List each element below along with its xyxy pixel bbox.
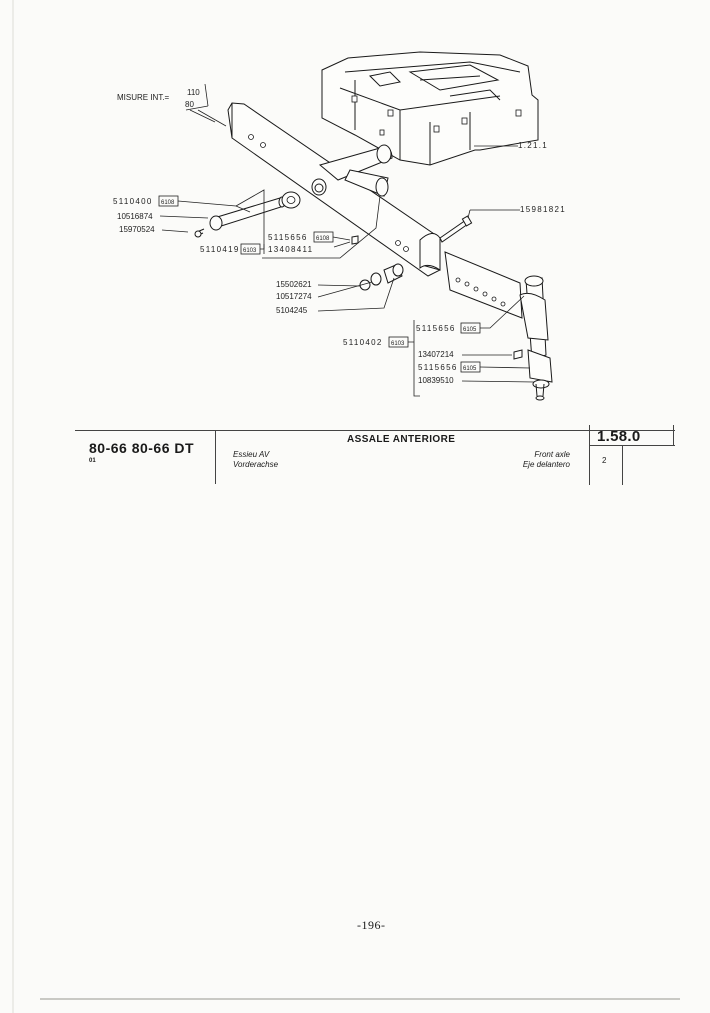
sheet-number: 2: [602, 456, 607, 465]
part-number: 5104245: [276, 306, 308, 315]
subtitle-french: Essieu AV: [233, 450, 270, 459]
part-ref: 6108: [161, 200, 175, 206]
subtitle-german: Vorderachse: [233, 460, 279, 469]
part-number: 15502621: [276, 280, 312, 289]
section-title: ASSALE ANTERIORE: [347, 434, 456, 445]
page-number: -196-: [357, 918, 386, 932]
code-underline: [589, 445, 675, 446]
part-number: 1.21.1: [518, 141, 549, 150]
title-block-divider: [622, 445, 623, 485]
title-block-divider: [589, 425, 590, 485]
title-block-divider: [215, 430, 216, 484]
part-ref: 6108: [316, 236, 330, 242]
model-name: 80-66 80-66 DT: [89, 440, 195, 456]
exploded-parts-diagram: [0, 0, 710, 420]
part-ref: 6103: [391, 341, 405, 347]
part-ref: 6103: [243, 248, 257, 254]
model-sub: 01: [89, 458, 96, 464]
part-number: 10516874: [117, 212, 153, 221]
measure-value-110: 110: [187, 88, 200, 97]
part-number: 15970524: [119, 225, 155, 234]
part-number: 5110419: [200, 245, 240, 254]
part-number: 13408411: [268, 245, 314, 254]
measure-label: MISURE INT.=: [117, 93, 170, 102]
title-block-top-rule: [75, 430, 675, 431]
tractor-frame-drawing: [322, 52, 538, 165]
part-number: 15981821: [520, 205, 566, 214]
part-number: 5110402: [343, 338, 383, 347]
part-number: 5115656: [268, 233, 308, 242]
part-number: 5110400: [113, 197, 153, 206]
measure-value-80: 80: [185, 100, 194, 109]
title-block-divider: [673, 425, 674, 445]
part-ref: 6105: [463, 327, 477, 333]
part-number: 5115656: [416, 324, 456, 333]
measure-annotation: [117, 84, 226, 126]
part-number: 10517274: [276, 292, 312, 301]
subtitle-english: Front axle: [534, 450, 570, 459]
part-ref: 6105: [463, 366, 477, 372]
subtitle-spanish: Eje delantero: [522, 460, 570, 469]
title-block: [75, 425, 675, 485]
part-number: 13407214: [418, 350, 454, 359]
part-number: 10839510: [418, 376, 454, 385]
group-code: 1.58.0: [597, 428, 641, 445]
part-number: 5115656: [418, 363, 458, 372]
scan-bottom-edge: [40, 998, 680, 1000]
